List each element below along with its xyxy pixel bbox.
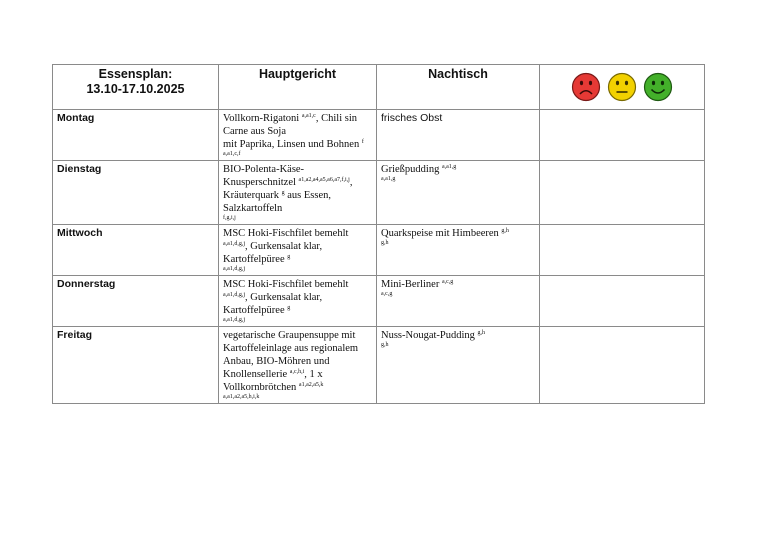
day-row-mittwoch <box>53 225 705 276</box>
header-row <box>53 65 705 110</box>
main-dish-text: BIO-Polenta-Käse-Knusperschnitzel <box>223 164 305 188</box>
menu-table <box>52 64 705 404</box>
allergen-code: g <box>281 190 285 196</box>
allergen-code: g,h <box>501 228 509 234</box>
dessert-header: Nachtisch <box>377 65 540 110</box>
main-dish-text: , Chili sin Carne aus Soja <box>223 113 357 137</box>
allergen-code: a,a1,d,g,j <box>223 241 245 247</box>
sad-face-icon[interactable] <box>571 72 601 102</box>
allergen-code: a,a1,g <box>441 164 457 170</box>
plan-title: Essensplan: <box>98 67 173 81</box>
plan-date-range: 13.10-17.10.2025 <box>86 82 185 96</box>
rating-empty-cell[interactable] <box>540 225 705 276</box>
rating-empty-cell[interactable] <box>540 161 705 225</box>
main-dish-text: MSC Hoki-Fischfilet bemehlt <box>223 228 349 239</box>
main-dish-text: Kartoffelpüree <box>223 254 288 265</box>
rating-empty-cell[interactable] <box>540 276 705 327</box>
neutral-face-icon[interactable] <box>607 72 637 102</box>
day-label: Dienstag <box>53 161 219 225</box>
day-row-donnerstag <box>53 276 705 327</box>
main-dish-text: , 1 x Vollkornbrötchen <box>223 369 323 393</box>
day-row-dienstag <box>53 161 705 225</box>
allergen-code: a1,a2,a5,k <box>298 382 324 388</box>
day-label: Mittwoch <box>53 225 219 276</box>
main-dish-text: , <box>349 177 353 188</box>
main-dish-text: mit Paprika, Linsen und Bohnen <box>223 139 362 150</box>
main-dish-text: , Gurkensalat klar, <box>245 292 323 303</box>
allergen-code: a,a1,d,g,j <box>223 292 245 298</box>
rating-cell <box>540 65 705 110</box>
day-label: Montag <box>53 110 219 161</box>
plan-title-cell <box>53 65 219 110</box>
dessert-cell <box>377 276 540 327</box>
main-dish-cell <box>219 225 377 276</box>
allergen-summary: a,c,g <box>381 291 393 297</box>
main-dish-text: aus Essen, Salzkartoffeln <box>223 190 331 214</box>
dessert-text: Quarkspeise mit Himbeeren <box>381 228 502 239</box>
allergen-code: g <box>287 254 291 260</box>
main-dish-cell <box>219 161 377 225</box>
main-dish-cell <box>219 327 377 404</box>
dessert-text: Mini-Berliner <box>381 279 442 290</box>
allergen-summary: a,a1,a2,a5,h,i,k <box>223 394 260 400</box>
main-dish-text: Vollkorn-Rigatoni <box>223 113 302 124</box>
allergen-code: a,c,g <box>441 279 454 285</box>
main-dish-text: , Gurkensalat klar, <box>245 241 323 252</box>
dessert-cell <box>377 110 540 161</box>
rating-empty-cell[interactable] <box>540 327 705 404</box>
day-row-freitag <box>53 327 705 404</box>
dessert-text: Nuss-Nougat-Pudding <box>381 330 478 341</box>
dessert-cell <box>377 327 540 404</box>
main-dish-cell <box>219 110 377 161</box>
happy-face-icon[interactable] <box>643 72 673 102</box>
day-label: Donnerstag <box>53 276 219 327</box>
main-dish-cell <box>219 276 377 327</box>
main-dish-text: Kräuterquark <box>223 190 282 201</box>
dessert-cell <box>377 225 540 276</box>
allergen-summary: a,a1,d,g,j <box>223 266 245 272</box>
dessert-text: frisches Obst <box>381 112 443 124</box>
main-dish-text: vegetarische Graupensuppe mit Kartoffeleinlage aus regionalem Anbau, BIO-Möhren und Knollensellerie <box>223 330 359 380</box>
allergen-summary: a,a1,d,g,j <box>223 317 245 323</box>
allergen-summary: g,h <box>381 240 389 246</box>
day-row-montag <box>53 110 705 161</box>
allergen-code: a,a1,c <box>301 113 316 119</box>
rating-empty-cell[interactable] <box>540 110 705 161</box>
allergen-code: f <box>361 139 364 145</box>
main-dish-text: Kartoffelpüree <box>223 305 288 316</box>
allergen-summary: f,g,i,j <box>223 215 236 221</box>
day-label: Freitag <box>53 327 219 404</box>
main-dish-text: MSC Hoki-Fischfilet bemehlt <box>223 279 349 290</box>
dessert-cell <box>377 161 540 225</box>
allergen-code: a,c,h,i <box>289 369 305 375</box>
allergen-code: a1,a2,a4,a5,a6,a7,f,i,j <box>298 177 350 183</box>
main-dish-header: Hauptgericht <box>219 65 377 110</box>
allergen-code: g <box>287 305 291 311</box>
allergen-summary: a,a1,c,f <box>223 151 241 157</box>
allergen-code: g,h <box>477 330 486 336</box>
allergen-summary: g,h <box>381 342 389 348</box>
dessert-text: Grießpudding <box>381 164 442 175</box>
allergen-summary: a,a1,g <box>381 176 396 182</box>
